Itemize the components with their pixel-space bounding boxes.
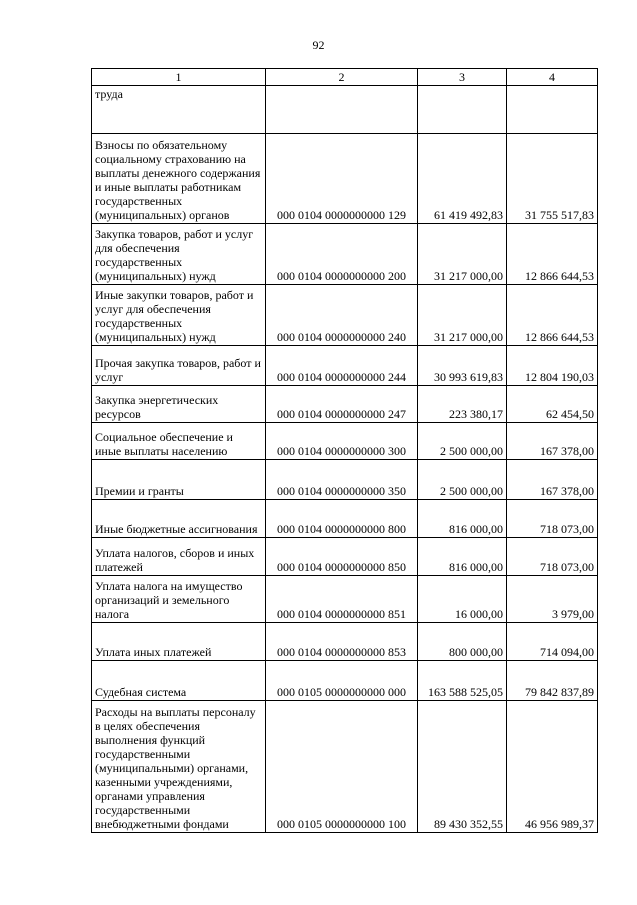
row-plan: 16 000,00 [418, 576, 507, 623]
table-row [92, 701, 598, 833]
row-code: 000 0104 0000000000 800 [266, 500, 418, 538]
row-plan [418, 86, 507, 134]
row-exec: 3 979,00 [507, 576, 598, 623]
row-name: Уплата иных платежей [92, 623, 266, 661]
row-plan: 61 419 492,83 [418, 134, 507, 224]
row-code: 000 0105 0000000000 000 [266, 661, 418, 701]
row-code: 000 0104 0000000000 200 [266, 224, 418, 285]
row-name: Социальное обеспечение и иные выплаты населению [92, 423, 266, 460]
row-code [266, 86, 418, 134]
header-col-4: 4 [507, 69, 598, 86]
budget-table [91, 68, 598, 833]
table-row [92, 538, 598, 576]
row-exec [507, 86, 598, 134]
row-code: 000 0104 0000000000 350 [266, 460, 418, 500]
table-row [92, 386, 598, 423]
table-row [92, 86, 598, 134]
row-name: Премии и гранты [92, 460, 266, 500]
row-plan: 89 430 352,55 [418, 701, 507, 833]
table-row [92, 346, 598, 386]
row-name: Взносы по обязательному социальному страхованию на выплаты денежного содержания и иные выплаты работникам государственных (муниципальных) органов [92, 134, 266, 224]
table-row [92, 460, 598, 500]
header-col-3: 3 [418, 69, 507, 86]
table-row [92, 500, 598, 538]
row-exec: 62 454,50 [507, 386, 598, 423]
row-code: 000 0104 0000000000 851 [266, 576, 418, 623]
row-name: Иные закупки товаров, работ и услуг для обеспечения государственных (муниципальных) нужд [92, 285, 266, 346]
row-name: Иные бюджетные ассигнования [92, 500, 266, 538]
row-plan: 2 500 000,00 [418, 423, 507, 460]
row-exec: 718 073,00 [507, 538, 598, 576]
row-exec: 79 842 837,89 [507, 661, 598, 701]
row-plan: 163 588 525,05 [418, 661, 507, 701]
row-name: Закупка товаров, работ и услуг для обеспечения государственных (муниципальных) нужд [92, 224, 266, 285]
table-row [92, 623, 598, 661]
header-col-1: 1 [92, 69, 266, 86]
row-name: Судебная система [92, 661, 266, 701]
row-exec: 718 073,00 [507, 500, 598, 538]
row-exec: 12 804 190,03 [507, 346, 598, 386]
table-header-row [92, 69, 598, 86]
row-plan: 31 217 000,00 [418, 224, 507, 285]
table-row [92, 576, 598, 623]
row-exec: 167 378,00 [507, 460, 598, 500]
row-code: 000 0104 0000000000 244 [266, 346, 418, 386]
row-plan: 816 000,00 [418, 500, 507, 538]
row-plan: 223 380,17 [418, 386, 507, 423]
table-row [92, 285, 598, 346]
row-code: 000 0104 0000000000 853 [266, 623, 418, 661]
row-plan: 2 500 000,00 [418, 460, 507, 500]
row-code: 000 0104 0000000000 300 [266, 423, 418, 460]
row-plan: 31 217 000,00 [418, 285, 507, 346]
row-exec: 714 094,00 [507, 623, 598, 661]
table-row [92, 661, 598, 701]
table-row [92, 423, 598, 460]
row-plan: 800 000,00 [418, 623, 507, 661]
page-number: 92 [312, 38, 325, 52]
header-col-2: 2 [266, 69, 418, 86]
row-exec: 12 866 644,53 [507, 285, 598, 346]
row-code: 000 0104 0000000000 247 [266, 386, 418, 423]
row-exec: 46 956 989,37 [507, 701, 598, 833]
row-name: Уплата налогов, сборов и иных платежей [92, 538, 266, 576]
row-code: 000 0105 0000000000 100 [266, 701, 418, 833]
row-name: Закупка энергетических ресурсов [92, 386, 266, 423]
row-code: 000 0104 0000000000 240 [266, 285, 418, 346]
table-row [92, 134, 598, 224]
row-plan: 816 000,00 [418, 538, 507, 576]
row-exec: 167 378,00 [507, 423, 598, 460]
row-code: 000 0104 0000000000 129 [266, 134, 418, 224]
row-exec: 12 866 644,53 [507, 224, 598, 285]
row-exec: 31 755 517,83 [507, 134, 598, 224]
row-name: Уплата налога на имущество организаций и земельного налога [92, 576, 266, 623]
row-name: Расходы на выплаты персоналу в целях обеспечения выполнения функций государственными (муниципальными) органами, казенными учреждениями, органами управления государственными внебюджетными фондами [92, 701, 266, 833]
row-name: Прочая закупка товаров, работ и услуг [92, 346, 266, 386]
table-row [92, 224, 598, 285]
row-code: 000 0104 0000000000 850 [266, 538, 418, 576]
row-plan: 30 993 619,83 [418, 346, 507, 386]
row-name: труда [92, 86, 266, 134]
